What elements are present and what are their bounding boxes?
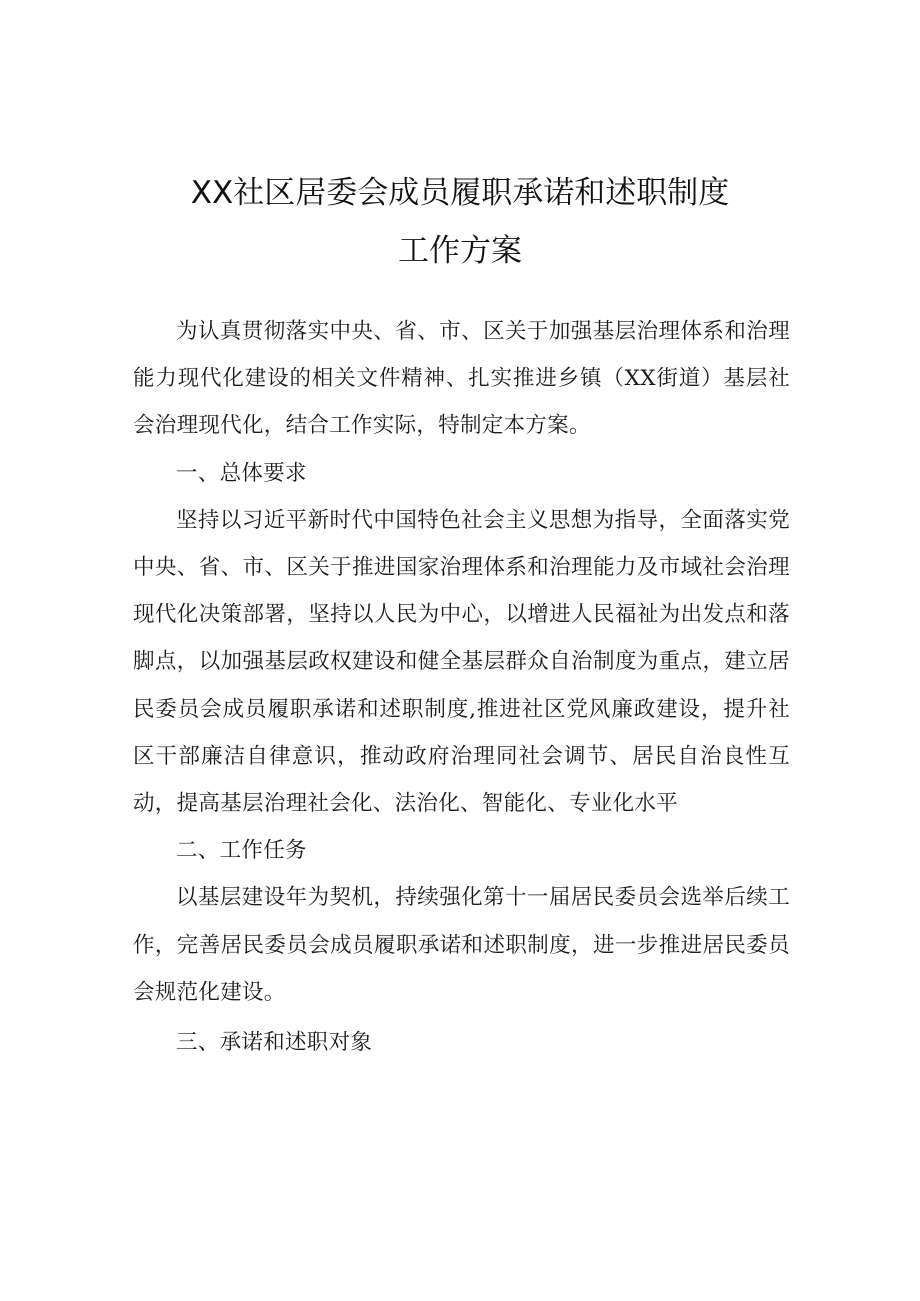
document-title [120,164,800,280]
section-heading-work-tasks: 二、工作任务 [176,838,307,864]
section-heading-commitment-targets: 三、承诺和述职对象 [176,1030,373,1056]
section-body-general-requirements: 坚持以习近平新时代中国特色社会主义思想为指导，全面落实党中央、省、市、区关于推进国家治理体系和治理能力及市域社会治理现代化决策部署，坚持以人民为中心，以增进人民福祉为出发点和落脚点，以加强基层政权建设和健全基层群众自治制度为重点，建立居民委员会成员履职承诺和述职制度,推进社区党风廉政建设，提升社区干部廉洁自律意识，推动政府治理同社会调节、居民自治良性互动，提高基层治理社会化、法治化、智能化、专业化水平 [133,507,790,817]
title-line-2: 工作方案 [398,233,522,269]
section-body-work-tasks: 以基层建设年为契机，持续强化第十一届居民委员会选举后续工作，完善居民委员会成员履职承诺和述职制度，进一步推进居民委员会规范化建设。 [133,885,790,1005]
intro-paragraph: 为认真贯彻落实中央、省、市、区关于加强基层治理体系和治理能力现代化建设的相关文件精神、扎实推进乡镇（XX街道）基层社会治理现代化，结合工作实际，特制定本方案。 [133,319,790,439]
section-heading-general-requirements: 一、总体要求 [176,460,307,486]
title-line-1: XX社区居委会成员履职承诺和述职制度 [190,175,730,211]
document-body [133,308,790,1066]
